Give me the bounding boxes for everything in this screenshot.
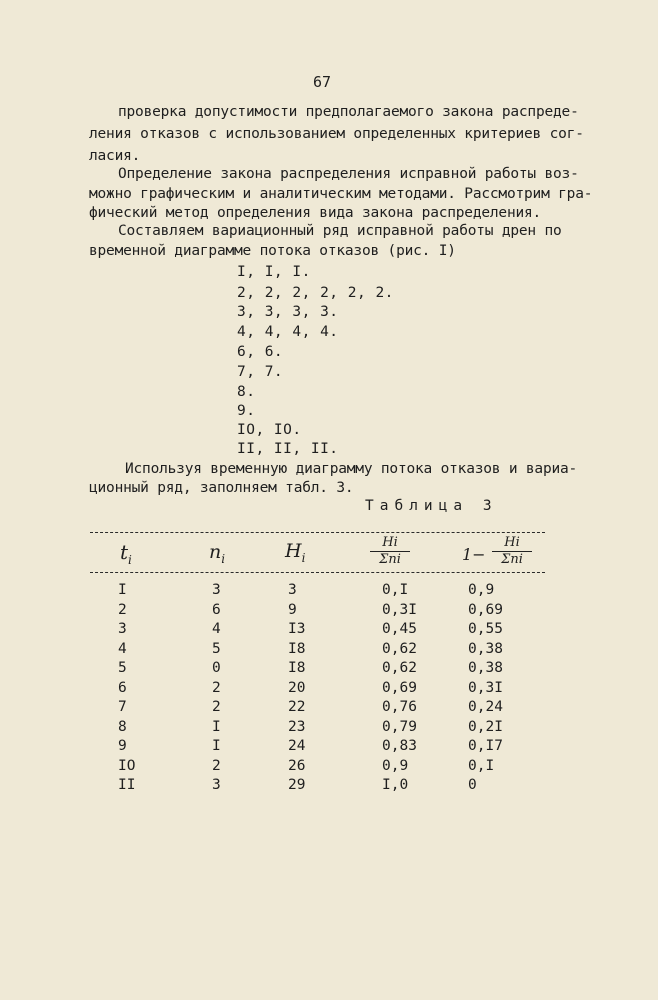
header-H: $H_i$ (285, 540, 306, 565)
series-line: 3, 3, 3, 3. (237, 304, 339, 320)
cell-t: 6 (118, 680, 127, 696)
cell-ratio: 0,62 (382, 641, 417, 657)
cell-H: I3 (288, 621, 306, 637)
cell-one-minus: 0,69 (468, 602, 503, 618)
header-t: $t_i$ (120, 540, 132, 567)
cell-ratio: 0,76 (382, 699, 417, 715)
cell-one-minus: 0,24 (468, 699, 503, 715)
table-title: Таблица 3 (365, 498, 498, 514)
text-line: ления отказов с использованием определенных критериев сог- (89, 126, 584, 142)
cell-t: 3 (118, 621, 127, 637)
cell-one-minus: 0,3I (468, 680, 503, 696)
cell-t: IO (118, 758, 136, 774)
table-header-rule (90, 572, 545, 573)
header-n: $n_i$ (209, 541, 226, 566)
cell-one-minus: 0,I (468, 758, 495, 774)
cell-t: I (118, 582, 127, 598)
series-line: IO, IO. (237, 422, 302, 438)
series-line: II, II, II. (237, 441, 339, 457)
cell-n: I (212, 719, 221, 735)
cell-ratio: 0,62 (382, 660, 417, 676)
cell-t: 2 (118, 602, 127, 618)
cell-n: I (212, 738, 221, 754)
text-line: ционный ряд, заполняем табл. 3. (89, 480, 354, 496)
cell-t: 9 (118, 738, 127, 754)
cell-t: 5 (118, 660, 127, 676)
cell-n: 2 (212, 680, 221, 696)
cell-H: 23 (288, 719, 306, 735)
text-line: Используя временную диаграмму потока отказов и вариа- (125, 461, 578, 477)
series-line: 7, 7. (237, 364, 284, 380)
series-line: 8. (237, 384, 256, 400)
table-top-rule (90, 532, 545, 533)
cell-H: 29 (288, 777, 306, 793)
series-line: 9. (237, 403, 256, 419)
text-line: можно графическим и аналитическим методами. Рассмотрим гра- (89, 186, 593, 202)
series-line: I, I, I. (237, 264, 311, 280)
cell-ratio: 0,9 (382, 758, 409, 774)
text-line: проверка допустимости предполагаемого закона распреде- (118, 104, 579, 120)
cell-H: 9 (288, 602, 297, 618)
cell-ratio: 0,3I (382, 602, 417, 618)
header-one-minus: 1− (462, 545, 486, 564)
cell-n: 6 (212, 602, 221, 618)
cell-t: 7 (118, 699, 127, 715)
text-line: Определение закона распределения исправной работы воз- (118, 166, 579, 182)
text-line: фический метод определения вида закона распределения. (89, 205, 542, 221)
cell-one-minus: 0,38 (468, 641, 503, 657)
cell-H: 20 (288, 680, 306, 696)
series-line: 4, 4, 4, 4. (237, 324, 339, 340)
cell-H: 26 (288, 758, 306, 774)
cell-ratio: 0,79 (382, 719, 417, 735)
cell-n: 3 (212, 582, 221, 598)
cell-n: 2 (212, 758, 221, 774)
cell-n: 3 (212, 777, 221, 793)
cell-one-minus: 0,2I (468, 719, 503, 735)
series-line: 2, 2, 2, 2, 2, 2. (237, 285, 394, 301)
cell-H: 22 (288, 699, 306, 715)
cell-ratio: 0,I (382, 582, 409, 598)
cell-H: 24 (288, 738, 306, 754)
cell-t: II (118, 777, 136, 793)
cell-n: 0 (212, 660, 221, 676)
cell-t: 4 (118, 641, 127, 657)
cell-one-minus: 0,55 (468, 621, 503, 637)
cell-H: I8 (288, 660, 306, 676)
cell-H: I8 (288, 641, 306, 657)
cell-n: 4 (212, 621, 221, 637)
cell-ratio: 0,69 (382, 680, 417, 696)
cell-one-minus: 0,9 (468, 582, 495, 598)
page-number: 67 (313, 73, 332, 91)
header-one-minus-ratio: Hi Σni (492, 536, 532, 567)
cell-t: 8 (118, 719, 127, 735)
cell-ratio: 0,83 (382, 738, 417, 754)
cell-one-minus: 0,38 (468, 660, 503, 676)
text-line: Составляем вариационный ряд исправной работы дрен по (118, 223, 562, 239)
cell-n: 5 (212, 641, 221, 657)
cell-ratio: 0,45 (382, 621, 417, 637)
text-line: ласия. (89, 148, 141, 164)
header-ratio: Hi Σni (370, 536, 410, 567)
cell-one-minus: 0,I7 (468, 738, 503, 754)
cell-ratio: I,0 (382, 777, 409, 793)
cell-one-minus: 0 (468, 777, 477, 793)
text-line: временной диаграмме потока отказов (рис. I) (89, 243, 456, 259)
cell-H: 3 (288, 582, 297, 598)
cell-n: 2 (212, 699, 221, 715)
series-line: 6, 6. (237, 344, 284, 360)
